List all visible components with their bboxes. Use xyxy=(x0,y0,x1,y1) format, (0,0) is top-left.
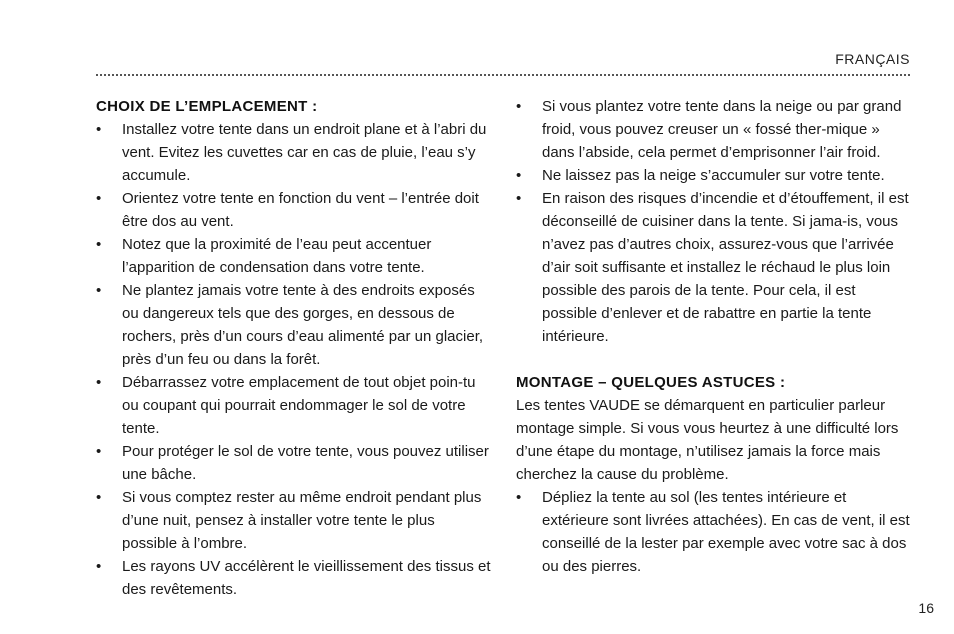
right-column xyxy=(516,95,914,578)
spacer xyxy=(516,348,914,371)
language-label: FRANÇAIS xyxy=(835,51,910,67)
list-item: • Ne laissez pas la neige s’accumuler sur votre tente. xyxy=(516,164,914,187)
montage-intro: Les tentes VAUDE se démarquent en particulier parleur montage simple. Si vous vous heurtez à une difficulté lors d’une étape du montage, n’utilisez jamais la force mais cherchez la cause du problème. xyxy=(516,397,899,483)
list-item: • Les rayons UV accélèrent le vieillissement des tissus et des revêtements. xyxy=(96,555,492,601)
section-heading-emplacement: CHOIX DE L’EMPLACEMENT : xyxy=(96,98,318,115)
list-item: • Installez votre tente dans un endroit plane et à l’abri du vent. Evitez les cuvettes car en cas de pluie, l’eau s’y accumule. xyxy=(96,118,492,187)
page-number: 16 xyxy=(918,600,934,616)
list-item: • Orientez votre tente en fonction du vent – l’entrée doit être dos au vent. xyxy=(96,187,492,233)
emplacement-list xyxy=(96,118,492,601)
list-item: • Débarrassez votre emplacement de tout objet poin-tu ou coupant qui pourrait endommager le sol de votre tente. xyxy=(96,371,492,440)
list-item: • Dépliez la tente au sol (les tentes intérieure et extérieure sont livrées attachées). En cas de vent, il est conseillé de la lester par exemple avec votre sac à dos ou des pierres. xyxy=(516,486,914,578)
list-item: • Pour protéger le sol de votre tente, vous pouvez utiliser une bâche. xyxy=(96,440,492,486)
list-item: • Notez que la proximité de l’eau peut accentuer l’apparition de condensation dans votre tente. xyxy=(96,233,492,279)
list-item: • Ne plantez jamais votre tente à des endroits exposés ou dangereux tels que des gorges, en dessous de rochers, près d’un cours d’eau alimenté par un glacier, près d’un feu ou dans la forêt. xyxy=(96,279,492,371)
montage-list xyxy=(516,486,914,578)
emplacement-list-continued xyxy=(516,95,914,348)
list-item: • Si vous comptez rester au même endroit pendant plus d’une nuit, pensez à installer votre tente le plus possible à l’ombre. xyxy=(96,486,492,555)
list-item: • Si vous plantez votre tente dans la neige ou par grand froid, vous pouvez creuser un « fossé ther-mique » dans l’abside, cela permet d’emprisonner l’air froid. xyxy=(516,95,914,164)
dotted-divider xyxy=(96,74,910,76)
list-item: • En raison des risques d’incendie et d’étouffement, il est déconseillé de cuisiner dans la tente. Si jama-is, vous n’avez pas d’autres choix, assurez-vous que l’arrivée d’air soit suffisante et installez le réchaud le plus loin possible des parois de la tente. Pour cela, il est possible d’enlever et de rabattre en partie la tente intérieure. xyxy=(516,187,914,348)
left-column xyxy=(96,95,492,601)
section-heading-montage: MONTAGE – QUELQUES ASTUCES : xyxy=(516,374,786,391)
